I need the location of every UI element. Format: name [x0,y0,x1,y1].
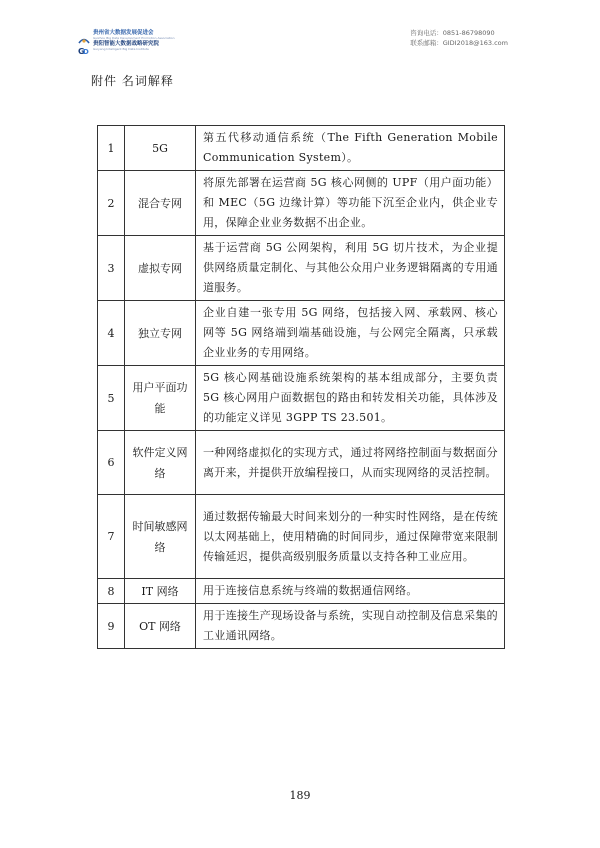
org1-name: 贵州省大数据发展促进会 [93,30,154,36]
row-definition: 将原先部署在运营商 5G 核心网侧的 UPF（用户面功能）和 MEC（5G 边缘计算）等功能下沉至企业内，供企业专用，保障企业业务数据不出企业。 [196,171,505,236]
row-number: 8 [98,579,125,604]
table-row [98,604,505,649]
row-term: 软件定义网络 [125,431,196,495]
table-row [98,126,505,171]
table-row [98,171,505,236]
row-number: 1 [98,126,125,171]
row-definition: 第五代移动通信系统（The Fifth Generation Mobile Communication System）。 [196,126,505,171]
table-row [98,366,505,431]
row-definition: 一种网络虚拟化的实现方式，通过将网络控制面与数据面分离开来，并提供开放编程接口，从而实现网络的灵活控制。 [196,431,505,495]
contact-phone: 咨询电话：0851-86798090 [410,29,495,37]
row-number: 5 [98,366,125,431]
svg-text:G: G [78,47,85,56]
org1-logo-icon [78,30,90,40]
row-definition: 用于连接生产现场设备与系统，实现自动控制及信息采集的工业通讯网络。 [196,604,505,649]
row-term: IT 网络 [125,579,196,604]
svg-text:D: D [83,48,89,56]
page-number: 189 [289,789,311,802]
table-row [98,236,505,301]
row-definition: 5G 核心网基础设施系统架构的基本组成部分，主要负责 5G 核心网用户面数据包的路由和转发相关功能，具体涉及的功能定义详见 3GPP TS 23.501。 [196,366,505,431]
glossary-table [97,125,505,649]
row-term: OT 网络 [125,604,196,649]
row-definition: 通过数据传输最大时间来划分的一种实时性网络，是在传统以太网基础上，使用精确的时间同步，通过保障带宽来限制传输延迟，提供高级别服务质量以支持各种工业应用。 [196,495,505,579]
row-definition: 企业自建一张专用 5G 网络，包括接入网、承载网、核心网等 5G 网络端到端基础设施，与公网完全隔离，只承载企业业务的专用网络。 [196,301,505,366]
row-term: 虚拟专网 [125,236,196,301]
row-term: 用户平面功能 [125,366,196,431]
org2-name-en: Guiyang Intelligent Big Data Institute [93,47,149,51]
row-term: 独立专网 [125,301,196,366]
table-row [98,579,505,604]
org2-logo-icon [78,41,90,56]
table-row [98,301,505,366]
row-number: 9 [98,604,125,649]
row-number: 2 [98,171,125,236]
row-term: 5G [125,126,196,171]
page-header [0,0,600,60]
org1-logo [78,30,175,40]
contact-info [410,28,508,48]
table-row [98,431,505,495]
row-term: 时间敏感网络 [125,495,196,579]
row-definition: 基于运营商 5G 公网架构，利用 5G 切片技术，为企业提供网络质量定制化、与其他公众用户业务逻辑隔离的专用通道服务。 [196,236,505,301]
row-definition: 用于连接信息系统与终端的数据通信网络。 [196,579,505,604]
row-number: 6 [98,431,125,495]
section-title: 附件 名词解释 [91,74,174,88]
contact-email: 联系邮箱：GIDI2018@163.com [410,39,508,47]
row-term: 混合专网 [125,171,196,236]
org1-name-en: Guizhou Big Data Development Promotion Association [93,36,175,40]
row-number: 4 [98,301,125,366]
row-number: 3 [98,236,125,301]
org2-name: 贵阳智能大数据战略研究院 [93,41,160,47]
table-row [98,495,505,579]
org2-logo [78,41,160,56]
row-number: 7 [98,495,125,579]
